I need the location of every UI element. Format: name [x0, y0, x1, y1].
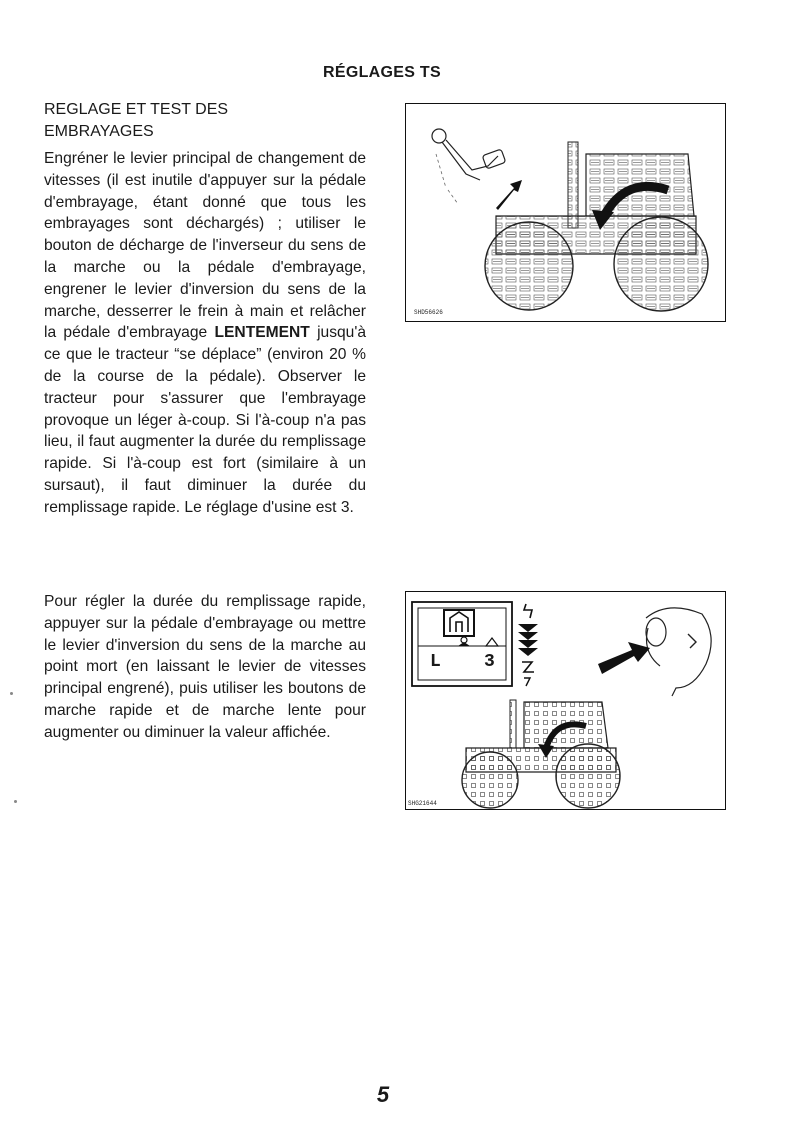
figure-1-code: SHD56626: [414, 309, 443, 316]
stack-bottom-value: [524, 672, 530, 683]
tractor-display-icon: [406, 592, 725, 809]
stack-top-value: [524, 592, 530, 603]
page-header-title: RÉGLAGES TS: [323, 64, 441, 81]
paragraph-1-bold: LENTEMENT: [214, 324, 310, 342]
paragraph-1-text-a: Engréner le levier principal de changement de vitesses (il est inutile d'appuyer sur la pédale d'embrayage, étant donné que tous les embrayages sont déchargés) ; utiliser le bouton de décharge de l'inverseur du sens de la marche ou la pédale d'embrayage, engrener le levier d'inversion du sens de la marche, desserrer le frein à main et relâcher la pédale d'embrayage: [44, 150, 366, 342]
paragraph-fill-duration: Pour régler la durée du remplissage rapide, appuyer sur la pédale d'embrayage ou mettre le levier d'inversion du sens de la marche au point mort (en laissant le levier de vitesses principal engrené), puis utiliser les boutons de marche rapide et de marche lente pour augmenter ou diminuer la valeur affichée.: [44, 593, 366, 741]
page-number: 5: [376, 1082, 390, 1107]
display-value-left: L: [430, 652, 441, 672]
section-title-line2: EMBRAYAGES: [44, 123, 154, 140]
figure-tractor-lever: [405, 103, 726, 322]
display-value-right: 3: [484, 652, 495, 672]
scan-speck: [10, 692, 13, 695]
section-title-line1: REGLAGE ET TEST DES: [44, 101, 229, 118]
section-title: [44, 99, 344, 143]
page-header: [0, 64, 800, 82]
paragraph-clutch-test: [44, 148, 366, 519]
figure-tractor-display: [405, 591, 726, 810]
figure-2-code: SHG21644: [408, 800, 437, 807]
paragraph-1-text-b: jusqu'à ce que le tracteur “se déplace” (environ 20 % de la course de la pédale). Observer le tracteur pour s'assurer que l'embrayage provoque un léger à-coup. Si l'à-coup n'a pas lieu, il faut augmenter la durée du remplissage rapide. Si l'à-coup est fort (similaire à un sursaut), il faut diminuer la durée du remplissage rapide. Le réglage d'usine est 3.: [44, 324, 367, 516]
tractor-lever-icon: [406, 104, 725, 321]
scan-speck: [14, 800, 17, 803]
